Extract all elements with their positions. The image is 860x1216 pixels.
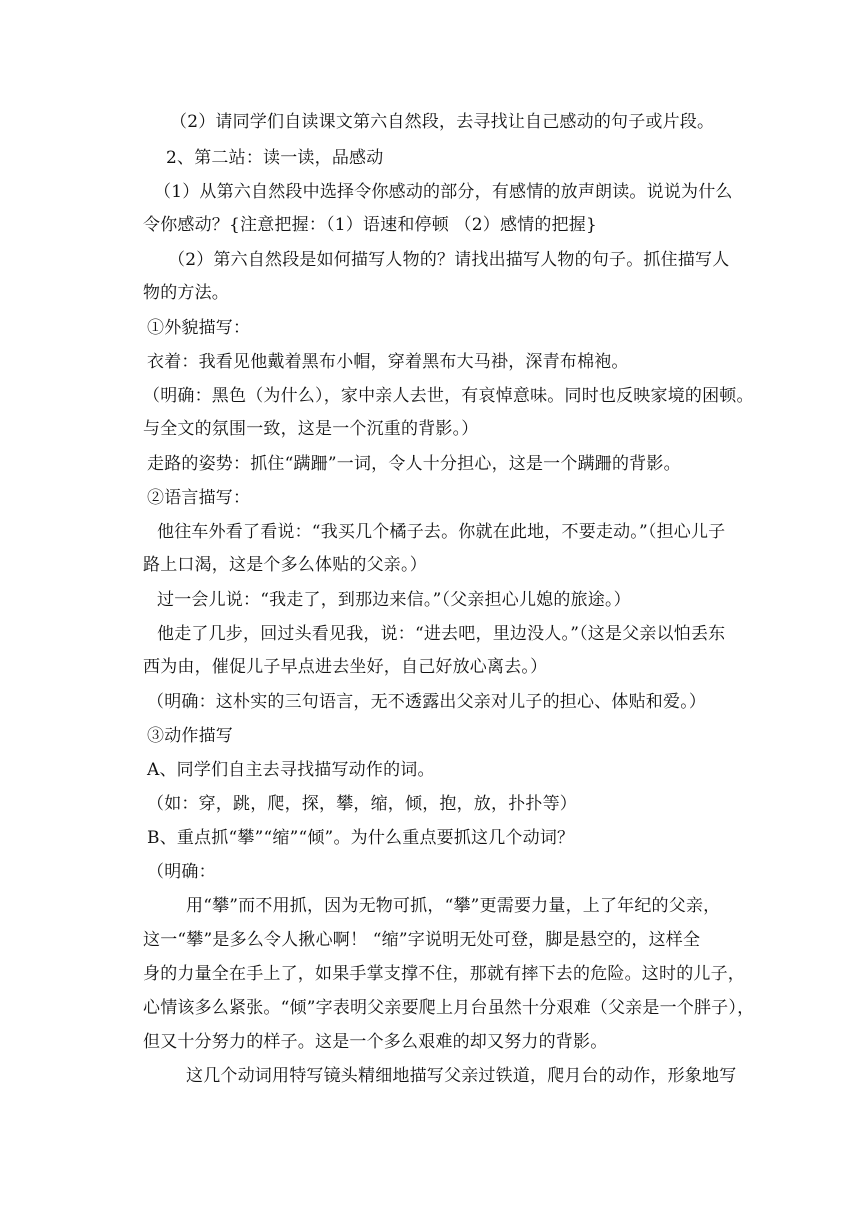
subsection-heading: ③动作描写	[147, 726, 233, 746]
text-line: （2）请同学们自读课文第六自然段，去寻找让自己感动的句子或片段。	[170, 112, 715, 132]
text-line: 他走了几步，回过头看见我，说：“进去吧，里边没人。”（这是父亲以怕丢东	[157, 624, 726, 644]
subsection-heading: ①外貌描写：	[147, 318, 251, 338]
subsection-heading: ②语言描写：	[147, 488, 251, 508]
text-line: （明确：这朴实的三句语言，无不透露出父亲对儿子的担心、体贴和爱。）	[147, 692, 707, 712]
text-line: 过一会儿说：“我走了，到那边来信。”（父亲担心儿媳的旅途。）	[157, 590, 631, 610]
text-line: （如：穿，跳，爬，探，攀，缩，倾，抱，放，扑扑等）	[147, 794, 577, 814]
text-line: 令你感动？{注意把握：（1）语速和停顿 （2）感情的把握}	[143, 215, 597, 235]
text-line: 衣着：我看见他戴着黑布小帽，穿着黑布大马褂，深青布棉袍。	[147, 352, 629, 372]
text-line: 走路的姿势：抓住“蹒跚”一词，令人十分担心，这是一个蹒跚的背影。	[147, 454, 681, 474]
text-line: 路上口渴，这是个多么体贴的父亲。）	[143, 555, 427, 575]
text-line: A、同学们自主去寻找描写动作的词。	[147, 760, 435, 780]
text-line: 心情该多么紧张。“倾”字表明父亲要爬上月台虽然十分艰难（父亲是一个胖子），	[143, 998, 755, 1018]
text-line: 这几个动词用特写镜头精细地描写父亲过铁道，爬月台的动作，形象地写	[186, 1066, 737, 1086]
text-line: 身的力量全在手上了，如果手掌支撑不住，那就有摔下去的危险。这时的儿子，	[143, 964, 745, 984]
text-line: 用“攀”而不用抓，因为无物可抓，“攀”更需要力量，上了年纪的父亲，	[186, 896, 721, 916]
text-line: （明确：	[147, 862, 216, 882]
text-line: （1）从第六自然段中选择令你感动的部分，有感情的放声朗读。说说为什么	[154, 182, 733, 202]
section-heading: 2、第二站：读一读，品感动	[166, 148, 384, 168]
text-line: 与全文的氛围一致，这是一个沉重的背影。）	[143, 419, 479, 439]
text-line: 他往车外看了看说：“我买几个橘子去。你就在此地，不要走动。”（担心儿子	[157, 522, 726, 542]
text-line: （明确：黑色（为什么），家中亲人去世，有哀悼意味。同时也反映家境的困顿。	[143, 386, 754, 406]
text-line: 但又十分努力的样子。这是一个多么艰难的却又努力的背影。	[143, 1032, 608, 1052]
text-line: 西为由，催促儿子早点进去坐好，自己好放心离去。）	[143, 657, 548, 677]
text-line: （2）第六自然段是如何描写人物的？请找出描写人物的句子。抓住描写人	[168, 250, 730, 270]
text-line: 物的方法。	[143, 283, 229, 303]
text-line: B、重点抓“攀”“缩”“倾”。为什么重点要抓这几个动词？	[147, 828, 575, 848]
text-line: 这一“攀”是多么令人揪心啊！ “缩”字说明无处可登，脚是悬空的，这样全	[143, 930, 701, 950]
